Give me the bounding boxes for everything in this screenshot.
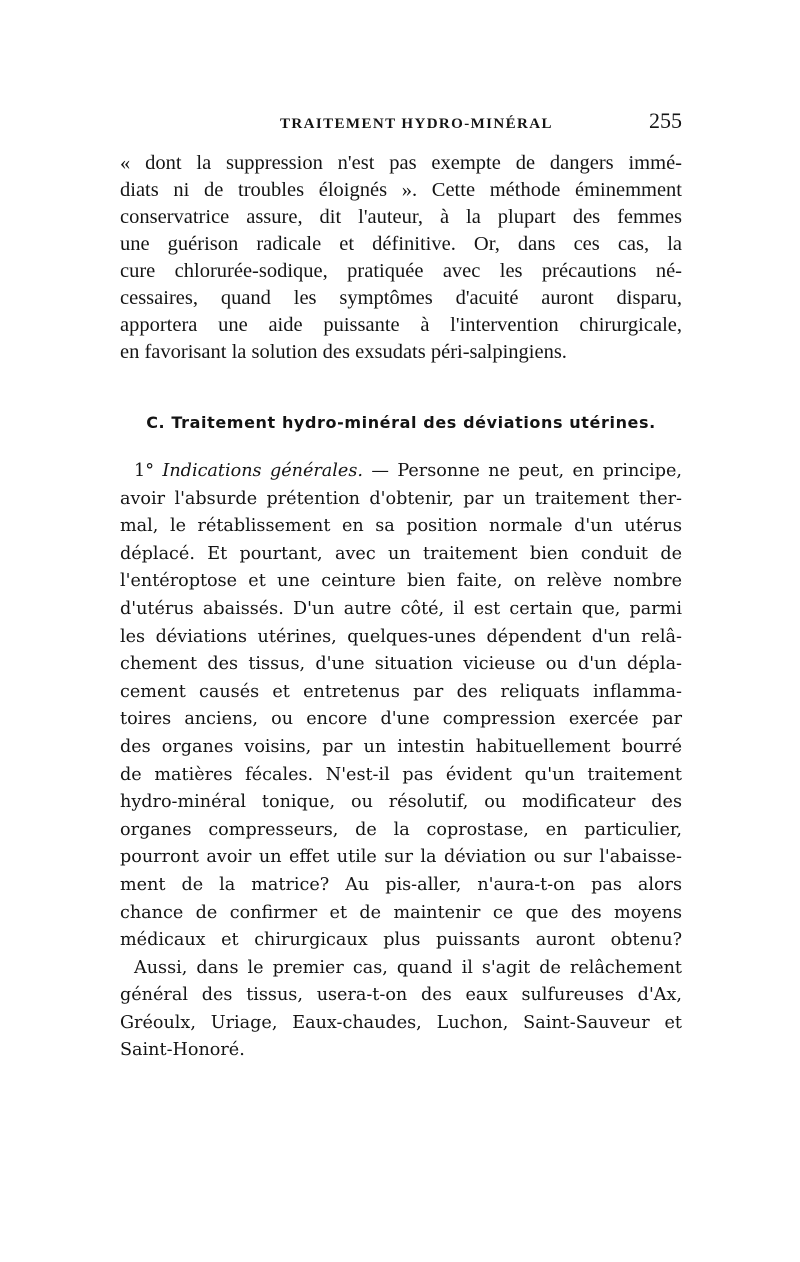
text-line: cure chlorurée-sodique, pratiquée avec les précautions né- [120,260,682,282]
text-line-subhead [120,458,682,486]
text-line: déplacé. Et pourtant, avec un traitement bien conduit de [120,543,682,564]
text-line: toires anciens, ou encore d'une compression exercée par [120,709,682,730]
text-line: hydro-minéral tonique, ou résolutif, ou modificateur des [120,792,682,813]
text-line: une guérison radicale et définitive. Or, dans ces cas, la [120,233,682,255]
section-heading: C. Traitement hydro-minéral des déviations utérines. [146,413,656,432]
text-line: médicaux et chirurgicaux plus puissants auront obtenu? [120,930,682,951]
text-line: Gréoulx, Uriage, Eaux-chaudes, Luchon, Saint-Sauveur et [120,1012,682,1033]
subhead-number: 1° [134,461,154,481]
text-line: les déviations utérines, quelques-unes dépendent d'un relâ- [120,626,682,647]
text-line: conservatrice assure, dit l'auteur, à la plupart des femmes [120,206,682,228]
text-line: Aussi, dans le premier cas, quand il s'agit de relâchement [134,957,682,978]
text-line: diats ni de troubles éloignés ». Cette méthode éminemment [120,179,682,201]
page-number: 255 [649,108,682,133]
text-line: avoir l'absurde prétention d'obtenir, par un traitement ther- [120,488,682,509]
text-line: « dont la suppression n'est pas exempte de dangers immé- [120,152,682,174]
text-line: cement causés et entretenus par des reliquats inflamma- [120,681,682,702]
text-line: ment de la matrice? Au pis-aller, n'aura-t-on pas alors [120,874,682,895]
running-head [120,108,682,144]
text-line: pourront avoir un effet utile sur la déviation ou sur l'abaisse- [120,847,682,868]
text-line: en favorisant la solution des exsudats péri-salpingiens. [120,341,567,363]
subhead-rest: — Personne ne peut, en principe, [371,461,683,481]
text-line: chement des tissus, d'une situation vicieuse ou d'un dépla- [120,654,682,675]
text-line: général des tissus, usera-t-on des eaux sulfureuses d'Ax, [120,985,682,1006]
text-line: apportera une aide puissante à l'intervention chirurgicale, [120,314,682,336]
text-line: organes compresseurs, de la coprostase, en particulier, [120,819,682,840]
running-title: TRAITEMENT HYDRO-MINÉRAL [280,116,553,132]
text-line: mal, le rétablissement en sa position normale d'un utérus [120,516,682,537]
text-line: cessaires, quand les symptômes d'acuité auront disparu, [120,287,682,309]
subhead-italic: Indications générales. [162,461,363,481]
text-line: de matières fécales. N'est-il pas évident qu'un traitement [120,764,682,785]
text-line: d'utérus abaissés. D'un autre côté, il est certain que, parmi [120,598,682,619]
paragraph-indications [120,458,682,1065]
text-line: des organes voisins, par un intestin habituellement bourré [120,736,682,757]
text-line: chance de confirmer et de maintenir ce que des moyens [120,902,682,923]
paragraph-continuation [120,150,682,366]
text-line: l'entéroptose et une ceinture bien faite, on relève nombre [120,571,682,592]
text-line: Saint-Honoré. [120,1040,245,1061]
